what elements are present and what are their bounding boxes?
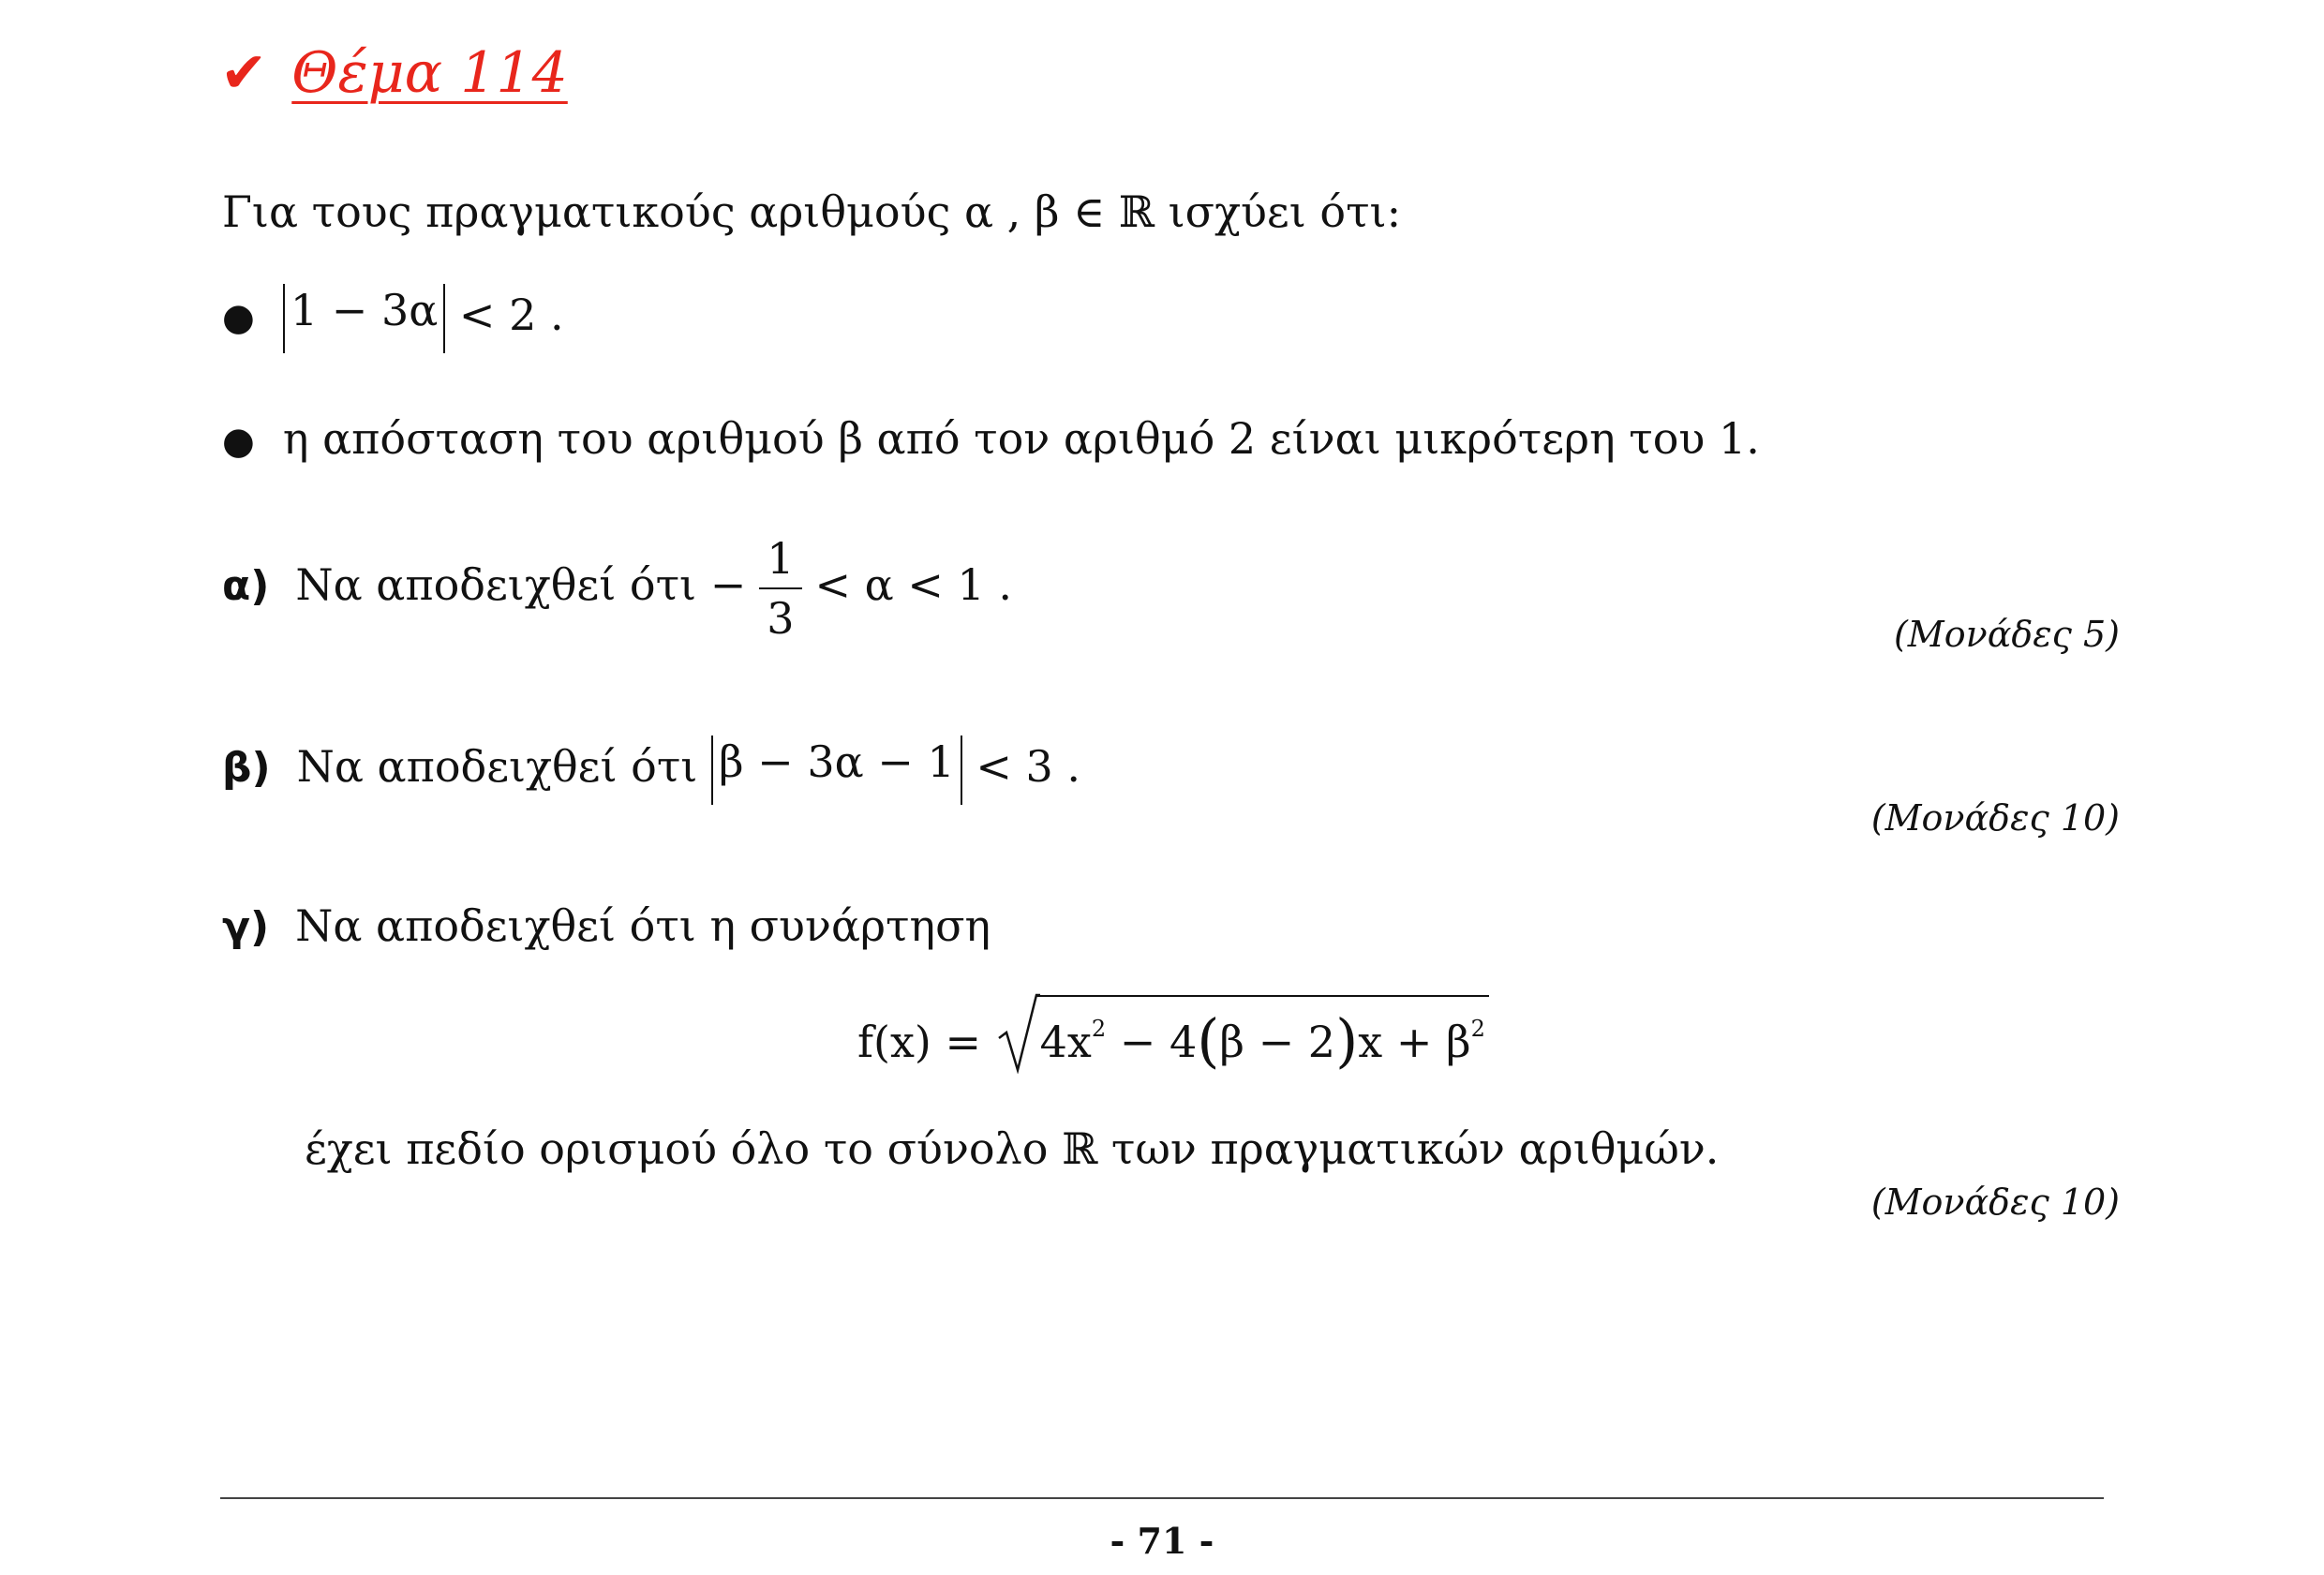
part-a-label: α): [222, 562, 270, 610]
part-b: [222, 735, 1080, 805]
abs-expression: 1 − 3α: [283, 284, 445, 353]
part-a-text: Να αποδειχθεί ότι −: [295, 559, 747, 610]
part-a: [222, 529, 1012, 647]
part-a-units: (Μονάδες 5): [1893, 614, 2120, 655]
part-b-inequality: < 3 .: [976, 741, 1081, 792]
topic-title-text: Θέμα 114: [291, 40, 568, 106]
part-c-text: Να αποδειχθεί ότι η συνάρτηση: [295, 900, 991, 951]
part-c: [222, 898, 991, 956]
bullet-1: [222, 284, 564, 353]
bullet-1-inequality: < 2 .: [458, 290, 564, 340]
part-b-label: β): [222, 744, 271, 792]
part-b-units: (Μονάδες 10): [1870, 797, 2120, 839]
exponent: 2: [1470, 1016, 1485, 1042]
bullet-2: [222, 410, 1760, 469]
formula-inner: β − 2: [1219, 1017, 1336, 1067]
paren-open: (: [1197, 1006, 1220, 1075]
part-b-text: Να αποδειχθεί ότι: [296, 741, 698, 792]
fraction: [759, 529, 801, 647]
abs-expression: β − 3α − 1: [711, 735, 962, 805]
part-c-continuation: έχει πεδίο ορισμού όλο το σύνολο ℝ των πραγματικών αριθμών.: [305, 1123, 1720, 1174]
radicand: [1036, 995, 1489, 1075]
checkmark-icon: ✔: [220, 40, 268, 106]
bullet-2-text: η απόσταση του αριθμού β από τον αριθμό 2 είναι μικρότερη του 1.: [282, 413, 1760, 464]
formula-term-minus4: − 4: [1106, 1017, 1198, 1067]
part-c-units: (Μονάδες 10): [1870, 1181, 2120, 1223]
fraction-denominator: 3: [767, 593, 795, 644]
part-c-label: γ): [222, 903, 270, 951]
part-a-inequality: < α < 1 .: [814, 559, 1013, 610]
formula-lhs: f(x) =: [857, 1017, 982, 1067]
formula-term-x-plus-beta: x + β: [1358, 1017, 1471, 1067]
function-formula: [857, 995, 1489, 1075]
footer-divider: [220, 1497, 2104, 1499]
exponent: 2: [1091, 1016, 1107, 1042]
radical-sign-icon: [995, 989, 1040, 1074]
formula-term-4x: 4x: [1039, 1017, 1092, 1067]
paren-close: ): [1335, 1006, 1359, 1075]
topic-title: [220, 36, 568, 111]
intro-text: Για τους πραγματικούς αριθμούς α , β ∈ ℝ ισχύει ότι:: [222, 186, 1402, 237]
square-root: [995, 995, 1489, 1075]
bullet-dot-icon: ●: [222, 420, 255, 463]
page-number: - 71 -: [1110, 1520, 1214, 1562]
fraction-numerator: 1: [759, 529, 801, 589]
bullet-dot-icon: ●: [222, 296, 255, 339]
